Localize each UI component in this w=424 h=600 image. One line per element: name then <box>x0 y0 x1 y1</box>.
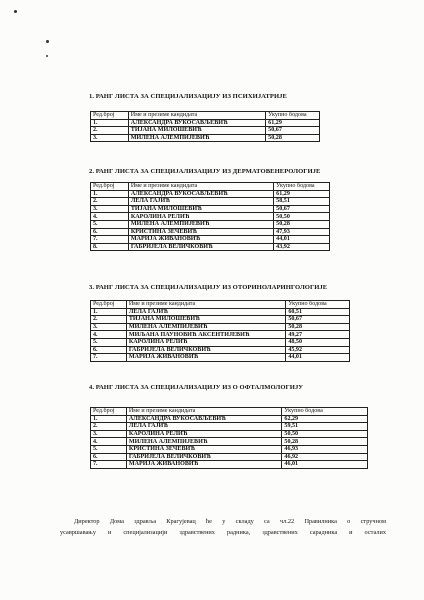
name-cell: МИЛЕНА АЛЕМПИЈЕВИЋ <box>128 220 273 228</box>
footer-line: усавршавању и специјализацији здравствених радника, здравствених сарадника и осталих <box>60 529 386 536</box>
points-cell: 61,29 <box>274 190 330 198</box>
table-row <box>91 308 350 316</box>
column-header: Укупно бодова <box>274 183 330 191</box>
rank-table <box>90 407 368 469</box>
points-cell: 50,67 <box>266 127 320 135</box>
rank-cell: 4. <box>91 213 129 221</box>
name-cell: МИЛЕНА АЛЕМПИЈЕВИЋ <box>126 438 281 446</box>
table-row <box>91 430 368 438</box>
table-row <box>91 220 330 228</box>
column-header: Укупно бодова <box>282 408 368 416</box>
rank-cell: 1. <box>91 119 129 127</box>
section-heading: 3. РАНГ ЛИСТА ЗА СПЕЦИЈАЛИЗАЦИЈУ ИЗ ОТОРИНОЛАРИНГОЛОГИЈЕ <box>89 284 328 291</box>
points-cell: 47,93 <box>274 228 330 236</box>
rank-cell: 5. <box>91 445 127 453</box>
points-cell: 50,28 <box>274 220 330 228</box>
rank-cell: 2. <box>91 198 129 206</box>
name-cell: МИЛЕНА АЛЕМПИЈЕВИЋ <box>128 134 265 142</box>
points-cell: 44,01 <box>286 354 350 362</box>
points-cell: 44,01 <box>274 236 330 244</box>
table-row <box>91 190 330 198</box>
rank-cell: 2. <box>91 423 127 431</box>
name-cell: МИЉАНА ПАУНОВИЋ АКСЕНТИЈЕВИЋ <box>126 331 285 339</box>
table-row <box>91 415 368 423</box>
points-cell: 50,28 <box>286 323 350 331</box>
points-cell: 61,29 <box>266 119 320 127</box>
name-cell: АЛЕКСАНДРА ВУКОСАВЉЕВИЋ <box>126 415 281 423</box>
table-row <box>91 438 368 446</box>
scan-speck <box>46 40 49 43</box>
rank-cell: 8. <box>91 243 129 251</box>
table-row <box>91 198 330 206</box>
points-cell: 59,51 <box>282 423 368 431</box>
column-header: Укупно бодова <box>266 112 320 120</box>
column-header: Ред.број <box>91 112 129 120</box>
column-header: Ред.број <box>91 408 127 416</box>
section-heading: 2. РАНГ ЛИСТА ЗА СПЕЦИЈАЛИЗАЦИЈУ ИЗ ДЕРМАТОВЕНЕРОЛОГИЈЕ <box>89 168 321 175</box>
points-cell: 60,51 <box>286 308 350 316</box>
column-header: Име и презиме кандидата <box>128 112 265 120</box>
section-heading: 4. РАНГ ЛИСТА ЗА СПЕЦИЈАЛИЗАЦИЈУ ИЗ О ОФТАЛМОЛОГИЈУ <box>89 384 304 391</box>
points-cell: 46,93 <box>282 445 368 453</box>
table-row <box>91 134 320 142</box>
column-header: Име и презиме кандидата <box>126 408 281 416</box>
rank-cell: 2. <box>91 127 129 135</box>
points-cell: 50,28 <box>282 438 368 446</box>
table-row <box>91 354 350 362</box>
points-cell: 45,92 <box>286 346 350 354</box>
rank-cell: 4. <box>91 438 127 446</box>
table-row <box>91 236 330 244</box>
name-cell: ГАБРИЈЕЛА ВЕЛИЧКОВИЋ <box>126 346 285 354</box>
points-cell: 46,01 <box>282 461 368 469</box>
column-header: Име и презиме кандидата <box>126 301 285 309</box>
name-cell: ЛЕЛА ГАЈИЋ <box>126 308 285 316</box>
name-cell: КАРОЛИНА РЕЛИЋ <box>126 338 285 346</box>
rank-cell: 4. <box>91 331 127 339</box>
table-row <box>91 346 350 354</box>
column-header: Име и презиме кандидата <box>128 183 273 191</box>
table-header-row <box>91 183 330 191</box>
rank-cell: 7. <box>91 236 129 244</box>
points-cell: 58,51 <box>274 198 330 206</box>
rank-cell: 3. <box>91 323 127 331</box>
name-cell: АЛЕКСАНДРА ВУКОСАВЉЕВИЋ <box>128 190 273 198</box>
table-header-row <box>91 112 320 120</box>
points-cell: 46,92 <box>282 453 368 461</box>
rank-cell: 3. <box>91 134 129 142</box>
table-row <box>91 119 320 127</box>
name-cell: ГАБРИЈЕЛА ВЕЛИЧКОВИЋ <box>128 243 273 251</box>
name-cell: МАРИЈА ЖИВАНОВИЋ <box>128 236 273 244</box>
name-cell: ЛЕЛА ГАЈИЋ <box>126 423 281 431</box>
name-cell: КРИСТИНА ЗЕЧЕВИЋ <box>126 445 281 453</box>
rank-cell: 1. <box>91 308 127 316</box>
table-row <box>91 453 368 461</box>
rank-cell: 6. <box>91 228 129 236</box>
name-cell: КАРОЛИНА РЕЛИЋ <box>126 430 281 438</box>
column-header: Укупно бодова <box>286 301 350 309</box>
points-cell: 62,29 <box>282 415 368 423</box>
rank-cell: 1. <box>91 190 129 198</box>
table-row <box>91 331 350 339</box>
rank-cell: 1. <box>91 415 127 423</box>
column-header: Ред.број <box>91 183 129 191</box>
points-cell: 50,50 <box>274 213 330 221</box>
points-cell: 48,50 <box>286 338 350 346</box>
rank-table <box>90 182 330 251</box>
points-cell: 50,67 <box>286 316 350 324</box>
name-cell: КАРОЛИНА РЕЛИЋ <box>128 213 273 221</box>
table-row <box>91 205 330 213</box>
table-row <box>91 228 330 236</box>
rank-cell: 7. <box>91 354 127 362</box>
name-cell: МАРИЈА ЖИВАНОВИЋ <box>126 461 281 469</box>
name-cell: ТИЈАНА МИЛОШЕВИЋ <box>126 316 285 324</box>
table-row <box>91 127 320 135</box>
table-row <box>91 461 368 469</box>
points-cell: 50,67 <box>274 205 330 213</box>
table-header-row <box>91 301 350 309</box>
table-row <box>91 323 350 331</box>
scan-speck <box>46 55 48 57</box>
rank-cell: 6. <box>91 453 127 461</box>
table-row <box>91 316 350 324</box>
column-header: Ред.број <box>91 301 127 309</box>
name-cell: МИЛЕНА АЛЕМПИЈЕВИЋ <box>126 323 285 331</box>
table-header-row <box>91 408 368 416</box>
points-cell: 49,27 <box>286 331 350 339</box>
points-cell: 50,50 <box>282 430 368 438</box>
name-cell: АЛЕКСАНДРА ВУКОСАВЉЕВИЋ <box>128 119 265 127</box>
rank-cell: 3. <box>91 205 129 213</box>
points-cell: 50,28 <box>266 134 320 142</box>
rank-cell: 2. <box>91 316 127 324</box>
name-cell: ТИЈАНА МИЛОШЕВИЋ <box>128 205 273 213</box>
section-heading: 1. РАНГ ЛИСТА ЗА СПЕЦИЈАЛИЗАЦИЈУ ИЗ ПСИХИЈАТРИЈЕ <box>89 93 287 100</box>
table-row <box>91 423 368 431</box>
rank-table <box>90 300 350 362</box>
table-row <box>91 243 330 251</box>
name-cell: МАРИЈА ЖИВАНОВИЋ <box>126 354 285 362</box>
name-cell: ЛЕЛА ГАЈИЋ <box>128 198 273 206</box>
footer-paragraph <box>60 516 386 538</box>
rank-cell: 5. <box>91 220 129 228</box>
points-cell: 43,92 <box>274 243 330 251</box>
table-row <box>91 338 350 346</box>
rank-table <box>90 111 320 142</box>
footer-line: Директор Дома здравља Крагујевац ће у складу са чл.22 Правилника о стручном <box>74 518 386 525</box>
name-cell: КРИСТИНА ЗЕЧЕВИЋ <box>128 228 273 236</box>
rank-cell: 7. <box>91 461 127 469</box>
rank-cell: 5. <box>91 338 127 346</box>
name-cell: ГАБРИЈЕЛА ВЕЛИЧКОВИЋ <box>126 453 281 461</box>
table-row <box>91 445 368 453</box>
rank-cell: 3. <box>91 430 127 438</box>
rank-cell: 6. <box>91 346 127 354</box>
name-cell: ТИЈАНА МИЛОШЕВИЋ <box>128 127 265 135</box>
table-row <box>91 213 330 221</box>
scan-speck <box>14 10 17 13</box>
